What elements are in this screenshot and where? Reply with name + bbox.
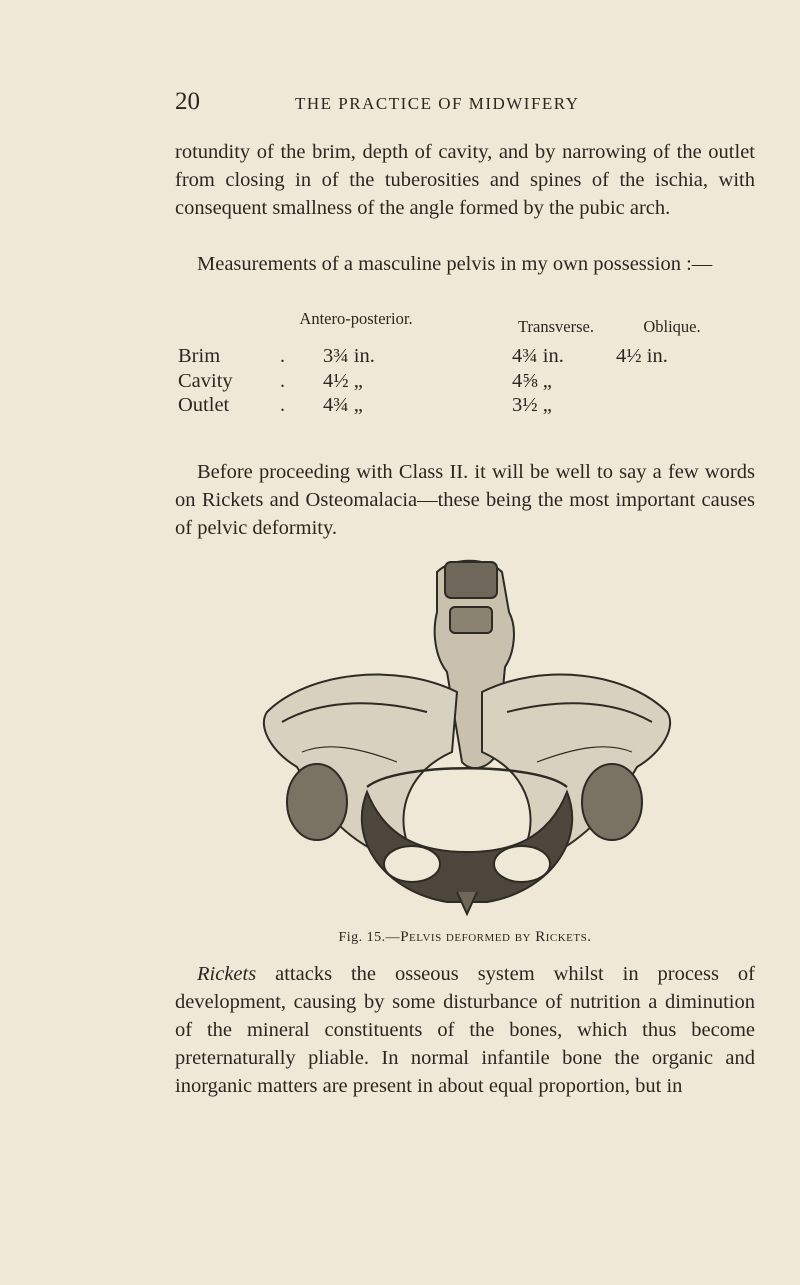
leader-dot: .: [280, 370, 285, 392]
page-number: 20: [175, 88, 200, 115]
page-header: [175, 88, 755, 120]
row-label-brim: Brim: [178, 345, 221, 367]
cell-brim-tr: 4¾ in.: [512, 345, 564, 367]
pelvis-illustration: [247, 552, 682, 922]
row-label-cavity: Cavity: [178, 370, 233, 392]
paragraph-rickets: [175, 960, 755, 1100]
paragraph-before-proceeding: Before proceeding with Class II. it will be well to say a few words on Rickets and Osteomalacia—these being the most important causes of pelvic deformity.: [175, 461, 755, 539]
cell-brim-ap: 3¾ in.: [323, 345, 375, 367]
rickets-text: attacks the osseous system whilst in process of development, causing by some disturbance of nutrition a diminution of the mineral constituents of the bones, which thus become preternaturally pliable. In normal infantile bone the organic and inorganic matters are present in about equal proportion, but in: [175, 963, 755, 1097]
cell-outlet-tr: 3½ „: [512, 394, 552, 416]
figure-number: Fig. 15.—: [338, 930, 401, 945]
header-transverse: Transverse.: [518, 317, 594, 336]
paragraph-measurements: Measurements of a masculine pelvis in my own possession :—: [197, 253, 713, 275]
cell-cavity-ap: 4½ „: [323, 370, 363, 392]
figure-title: Pelvis deformed by Rickets.: [400, 929, 592, 945]
running-title: THE PRACTICE OF MIDWIFERY: [295, 94, 580, 113]
header-oblique: Oblique.: [643, 317, 701, 336]
cell-brim-ob: 4½ in.: [616, 345, 668, 367]
row-label-outlet: Outlet: [178, 394, 230, 416]
header-antero-posterior: Antero-posterior.: [299, 309, 413, 328]
term-rickets: Rickets: [197, 963, 257, 985]
figure-caption: [175, 929, 755, 946]
cell-outlet-ap: 4¾ „: [323, 394, 363, 416]
paragraph-rotundity: rotundity of the brim, depth of cavity, and by narrowing of the outlet from closing in of the tuberosities and spines of the ischia, with consequent smallness of the angle formed by the pubic arch.: [175, 141, 755, 219]
cell-cavity-tr: 4⅝ „: [512, 370, 552, 392]
leader-dot: .: [280, 345, 285, 367]
leader-dot: .: [280, 394, 285, 416]
